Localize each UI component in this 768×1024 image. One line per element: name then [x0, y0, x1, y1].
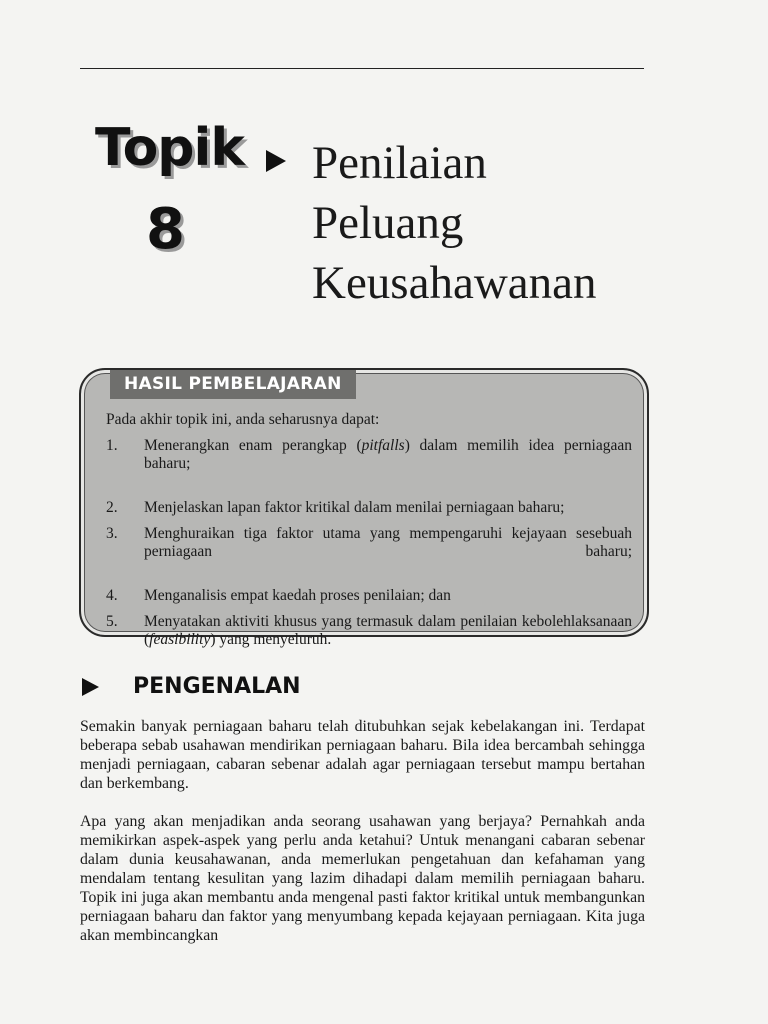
list-item-term: feasibility — [149, 630, 211, 648]
chapter-title — [312, 133, 732, 313]
chapter-title-line: Penilaian — [312, 137, 487, 189]
list-item-number: 2. — [106, 498, 118, 516]
list-item-number: 5. — [106, 613, 118, 630]
list-item — [106, 437, 632, 490]
learning-outcomes-header: HASIL PEMBELAJARAN — [110, 370, 356, 399]
list-item-text-part: Menerangkan enam perangkap ( — [144, 437, 362, 454]
list-item-text — [144, 525, 632, 578]
section-heading: PENGENALAN — [133, 674, 301, 699]
body-paragraph: Apa yang akan menjadikan anda seorang usahawan yang berjaya? Pernahkah anda memikirkan aspek-aspek yang perlu anda ketahui? Untuk menangani cabaran sebenar dalam dunia keusahawanan, anda memerlukan pengetahuan dan kefahaman yang mendalam tentang kesulitan yang lazim dihadapi dalam memilih perniagaan baharu. Topik ini juga akan membantu anda mengenal pasti faktor kritikal untuk membangunkan perniagaan baharu dan faktor yang menyumbang kepada kejayaan perniagaan. Kita juga akan membincangkan — [80, 813, 645, 944]
list-item-text-part: Menyatakan aktiviti khusus yang termasuk dalam penilaian kebolehlaksanaan ( — [144, 613, 632, 648]
list-item-text-part: Menghuraikan tiga faktor utama yang mempengaruhi kejayaan sesebuah perniagaan baharu; — [144, 525, 632, 560]
list-item-number: 1. — [106, 437, 118, 454]
header-rule — [80, 68, 644, 69]
learning-outcomes-intro: Pada akhir topik ini, anda seharusnya dapat: — [106, 411, 380, 428]
list-item-text-part: ) dalam memilih idea perniagaan baharu; — [144, 437, 632, 472]
body-paragraph: Semakin banyak perniagaan baharu telah ditubuhkan sejak kebelakangan ini. Terdapat beberapa sebab usahawan mendirikan perniagaan baharu. Bila idea bercambah sehingga menjadi perniagaan, cabaran sebenar adalah agar perniagaan tersebut mampu bertahan dan berkembang. — [80, 718, 645, 792]
topic-word: Topik — [95, 118, 244, 178]
topic-number: 8 — [146, 197, 185, 262]
list-item — [106, 587, 632, 605]
list-item-number: 4. — [106, 586, 118, 604]
list-item-text — [144, 613, 632, 648]
list-item-text — [144, 499, 632, 517]
list-item-text — [144, 437, 632, 490]
topic-arrow-icon — [266, 150, 286, 172]
topic-label — [90, 118, 290, 282]
list-item-text-part: ) yang menyeluruh. — [210, 630, 332, 648]
list-item — [106, 613, 632, 648]
list-item-number: 3. — [106, 525, 118, 542]
list-item-term: pitfalls — [361, 437, 405, 454]
chapter-title-line: Keusahawanan — [312, 257, 597, 309]
list-item-text-part: Menjelaskan lapan faktor kritikal dalam menilai perniagaan baharu; — [144, 498, 565, 516]
chapter-title-line: Peluang — [312, 197, 464, 249]
list-item-text-part: Menganalisis empat kaedah proses penilaian; dan — [144, 586, 451, 604]
section-arrow-icon — [82, 678, 99, 696]
list-item — [106, 499, 632, 517]
learning-outcomes-list — [106, 437, 632, 657]
list-item — [106, 525, 632, 578]
list-item-text — [144, 587, 632, 605]
